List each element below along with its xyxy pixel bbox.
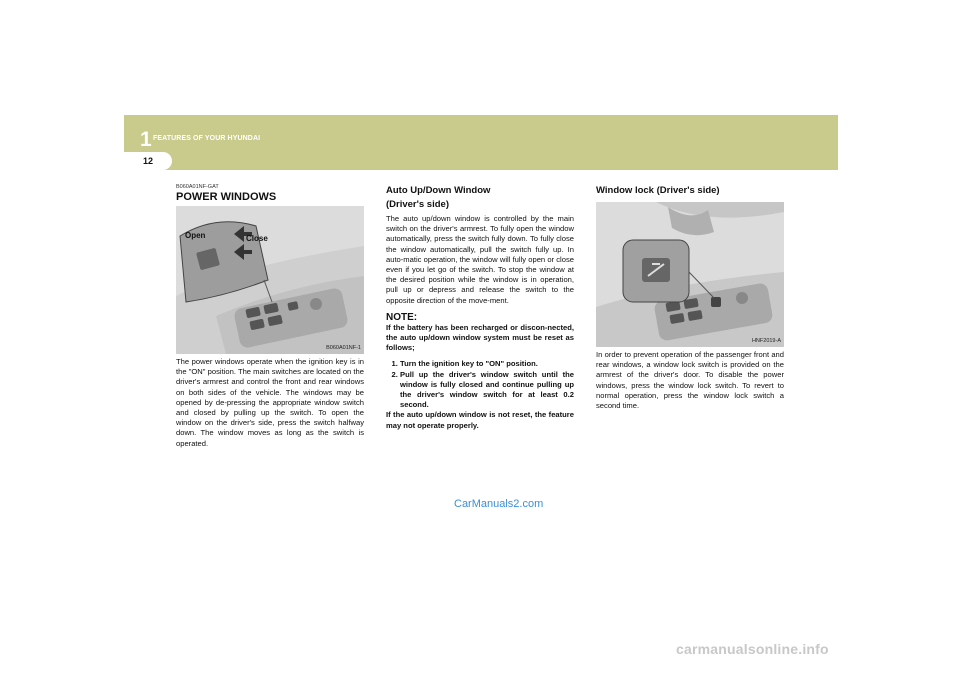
figure-label-close: Close (246, 234, 268, 243)
left-body-text: The power windows operate when the ignition key is in the "ON" position. The main switches are located on the driver's armrest and control the front and rear windows on both sides of the vehicle. The windows may be opened by de-pressing the appropriate window switch and closed by pulling up the switch. To open the window on the driver's side, press the switch halfway down. The window moves as long as the switch is operated. (176, 357, 364, 448)
note-intro: If the battery has been recharged or discon-nected, the auto up/down window system must be reset as follows; (386, 322, 574, 353)
section-code: B060A01NF-GAT (176, 184, 219, 190)
header-band (124, 115, 838, 170)
window-lock-illustration (596, 202, 784, 347)
auto-window-title-line2: (Driver's side) (386, 199, 449, 210)
page-number: 12 (143, 156, 154, 166)
left-column (176, 184, 364, 203)
door-armrest-illustration (176, 206, 364, 354)
window-lock-figure (596, 202, 784, 347)
carmanuals-watermark-link[interactable]: CarManuals2.com (454, 498, 544, 510)
reset-step-2: 2. Pull up the driver's window switch until the window is fully closed and continue pulling up the driver's window switch for at least 0.2 second. (400, 370, 574, 411)
section-title: POWER WINDOWS (176, 191, 277, 203)
chapter-number: 1 (140, 128, 152, 151)
figure-code: B060A01NF-1 (326, 345, 361, 351)
auto-window-title-line1: Auto Up/Down Window (386, 185, 491, 196)
figure-code: HNF2019-A (751, 338, 781, 344)
window-lock-body: In order to prevent operation of the passenger front and rear windows, a window lock switch is provided on the armrest of the driver's door. To disable the power windows, press the window lock switch. To revert to normal operation, press the window lock switch a second time. (596, 350, 784, 411)
note-heading: NOTE: (386, 311, 418, 323)
power-window-figure (176, 206, 364, 354)
figure-label-open: Open (185, 231, 206, 240)
reset-step-1: 1. Turn the ignition key to "ON" position. (400, 359, 574, 369)
auto-window-body: The auto up/down window is controlled by the main switch on the driver's armrest. To fully open the window automatically, press the switch fully down. To fully close the window automatically, pull the switch fully up. In auto-matic operation, the window will fully open or close even if you let go of the switch. To stop the window at the desired position while the window is in operation, pull up or depress and release the switch to the opposite direction of the move-ment. (386, 214, 574, 305)
chapter-title: FEATURES OF YOUR HYUNDAI (153, 135, 261, 142)
note-outro: If the auto up/down window is not reset, the feature may not operate properly. (386, 410, 574, 430)
window-lock-title: Window lock (Driver's side) (596, 185, 720, 196)
reset-steps-list (386, 359, 574, 410)
middle-column (386, 184, 574, 431)
right-column (596, 184, 784, 198)
footer-watermark: carmanualsonline.info (676, 641, 829, 657)
